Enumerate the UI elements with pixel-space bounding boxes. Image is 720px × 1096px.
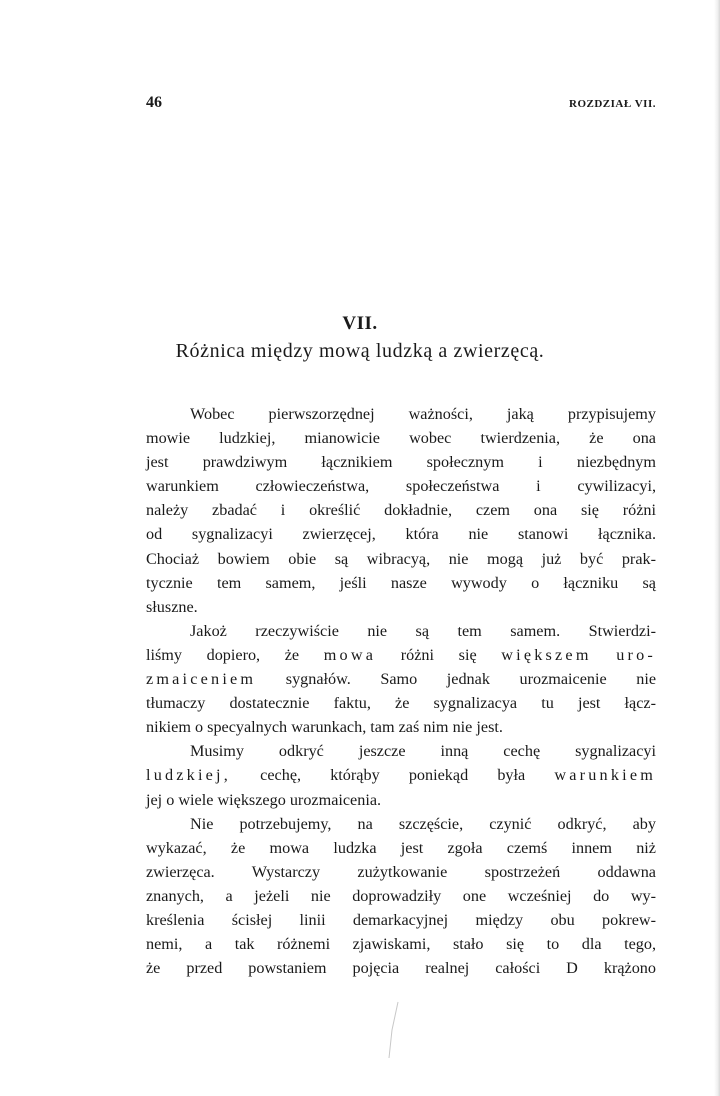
- text-line: Musimy odkryć jeszcze inną cechę sygnalizacyi: [190, 742, 656, 761]
- text-line: Nie potrzebujemy, na szczęście, czynić odkryć, aby: [190, 814, 656, 833]
- text-line: Wobec pierwszorzędnej ważności, jaką przypisujemy: [190, 405, 656, 423]
- text-line: tłumaczy dostatecznie faktu, że sygnalizacya tu jest łącz-: [146, 694, 656, 713]
- text-line: należy zbadać i określić dokładnie, czem ona się różni: [146, 501, 656, 520]
- text-line: [146, 763, 656, 787]
- page-edge: [714, 0, 720, 1096]
- text-line: nikiem o specyalnych warunkach, tam zaś nim nie jest.: [146, 718, 503, 737]
- scan-mark: [386, 1000, 400, 1060]
- chapter-number: VII.: [342, 313, 378, 334]
- text-line: warunkiem człowieczeństwa, społeczeństwa i cywilizacyi,: [146, 477, 656, 496]
- chapter-title: Różnica między mową ludzką a zwierzęcą.: [175, 340, 545, 362]
- text-line: że przed powstaniem pojęcia realnej całości D krążono: [146, 959, 656, 978]
- text-line: Chociaż bowiem obie są wibracyą, nie mogą już być prak-: [146, 549, 656, 568]
- running-title: ROZDZIAŁ VII.: [569, 98, 656, 110]
- running-header: [146, 94, 656, 112]
- text-line: mowie ludzkiej, mianowicie wobec twierdzenia, że ona: [146, 429, 656, 448]
- text-run: liśmy dopiero, że: [146, 645, 300, 664]
- text-line: jest prawdziwym łącznikiem społecznym i niezbędnym: [146, 453, 656, 472]
- text-line: wykazać, że mowa ludzka jest zgoła czemś innem niż: [146, 838, 656, 857]
- text-line: jej o wiele większego urozmaicenia.: [146, 790, 382, 809]
- emphasis-spaced: większem: [501, 645, 592, 664]
- emphasis-spaced: warunkiem: [554, 766, 656, 785]
- text-line: tycznie tem samem, jeśli nasze wywody o łączniku są: [146, 573, 656, 592]
- text-line: [146, 667, 656, 691]
- emphasis-spaced: mowa: [323, 645, 377, 664]
- text-line: [146, 643, 656, 667]
- text-line: słuszne.: [146, 597, 198, 616]
- text-line: kreślenia ścisłej linii demarkacyjnej między obu pokrew-: [146, 910, 656, 929]
- text-run: sygnałów. Samo jednak urozmaicenie nie: [285, 670, 656, 689]
- text-line: od sygnalizacyi zwierzęcej, która nie stanowi łącznika.: [146, 525, 656, 544]
- text-line: znanych, a jeżeli nie doprowadziły one wcześniej do wy-: [146, 886, 656, 905]
- text-run: różni się: [400, 645, 477, 664]
- text-line: zwierzęca. Wystarczy zużytkowanie spostrzeżeń oddawna: [146, 862, 656, 881]
- text-run: cechę, którąby poniekąd była: [260, 766, 526, 785]
- page-number: 46: [146, 94, 162, 111]
- emphasis-spaced: zmaiceniem: [146, 670, 257, 689]
- emphasis-spaced: ludzkiej,: [146, 766, 231, 785]
- text-line: Jakoż rzeczywiście nie są tem samem. Stwierdzi-: [190, 621, 656, 640]
- emphasis-spaced: uro-: [616, 645, 657, 664]
- body-text: [146, 402, 656, 980]
- text-line: nemi, a tak różnemi zjawiskami, stało się to dla tego,: [146, 935, 656, 954]
